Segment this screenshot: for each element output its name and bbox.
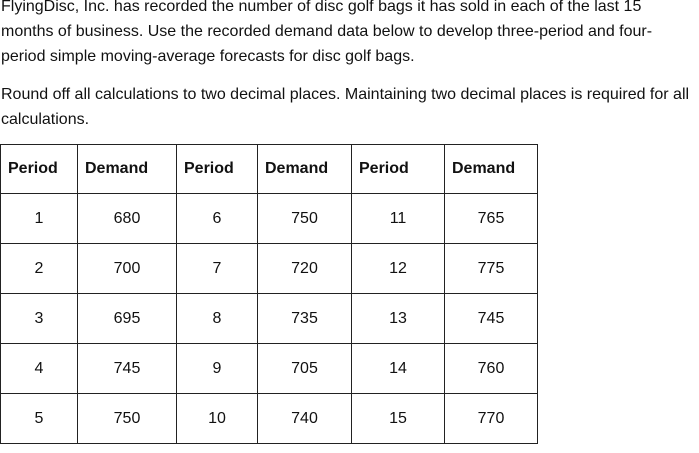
- table-cell: 750: [258, 194, 352, 244]
- table-cell: 6: [177, 194, 258, 244]
- table-cell: 11: [352, 194, 445, 244]
- table-cell: 12: [352, 244, 445, 294]
- table-cell: 13: [352, 294, 445, 344]
- table-row: [1, 394, 538, 444]
- table-cell: 10: [177, 394, 258, 444]
- table-cell: 1: [1, 194, 78, 244]
- table-cell: 750: [78, 394, 177, 444]
- table-row: [1, 344, 538, 394]
- table-cell: 680: [78, 194, 177, 244]
- table-cell: 4: [1, 344, 78, 394]
- table-cell: 15: [352, 394, 445, 444]
- problem-statement: FlyingDisc, Inc. has recorded the number of disc golf bags it has sold in each of the last 15 months of business. Use the recorded demand data below to develop three-period and four-period simple moving-average forecasts for disc golf bags.: [1, 0, 653, 65]
- rounding-instruction: Round off all calculations to two decimal places. Maintaining two decimal places is required for all calculations.: [1, 86, 690, 128]
- demand-table: [0, 144, 538, 444]
- table-cell: 740: [258, 394, 352, 444]
- table-cell: 720: [258, 244, 352, 294]
- table-cell: 775: [445, 244, 538, 294]
- table-cell: 760: [445, 344, 538, 394]
- table-cell: 700: [78, 244, 177, 294]
- table-cell: 765: [445, 194, 538, 244]
- table-cell: 705: [258, 344, 352, 394]
- table-cell: 745: [78, 344, 177, 394]
- table-cell: 735: [258, 294, 352, 344]
- table-cell: 5: [1, 394, 78, 444]
- table-cell: 9: [177, 344, 258, 394]
- header-period-3: Period: [352, 145, 445, 194]
- table-cell: 14: [352, 344, 445, 394]
- table-cell: 770: [445, 394, 538, 444]
- table-cell: 8: [177, 294, 258, 344]
- table-cell: 3: [1, 294, 78, 344]
- table-cell: 2: [1, 244, 78, 294]
- header-period-1: Period: [1, 145, 78, 194]
- table-cell: 745: [445, 294, 538, 344]
- header-demand-2: Demand: [258, 145, 352, 194]
- header-demand-1: Demand: [78, 145, 177, 194]
- header-demand-3: Demand: [445, 145, 538, 194]
- table-cell: 695: [78, 294, 177, 344]
- table-row: [1, 244, 538, 294]
- table-header-row: [1, 145, 538, 194]
- header-period-2: Period: [177, 145, 258, 194]
- table-row: [1, 194, 538, 244]
- table-cell: 7: [177, 244, 258, 294]
- table-row: [1, 294, 538, 344]
